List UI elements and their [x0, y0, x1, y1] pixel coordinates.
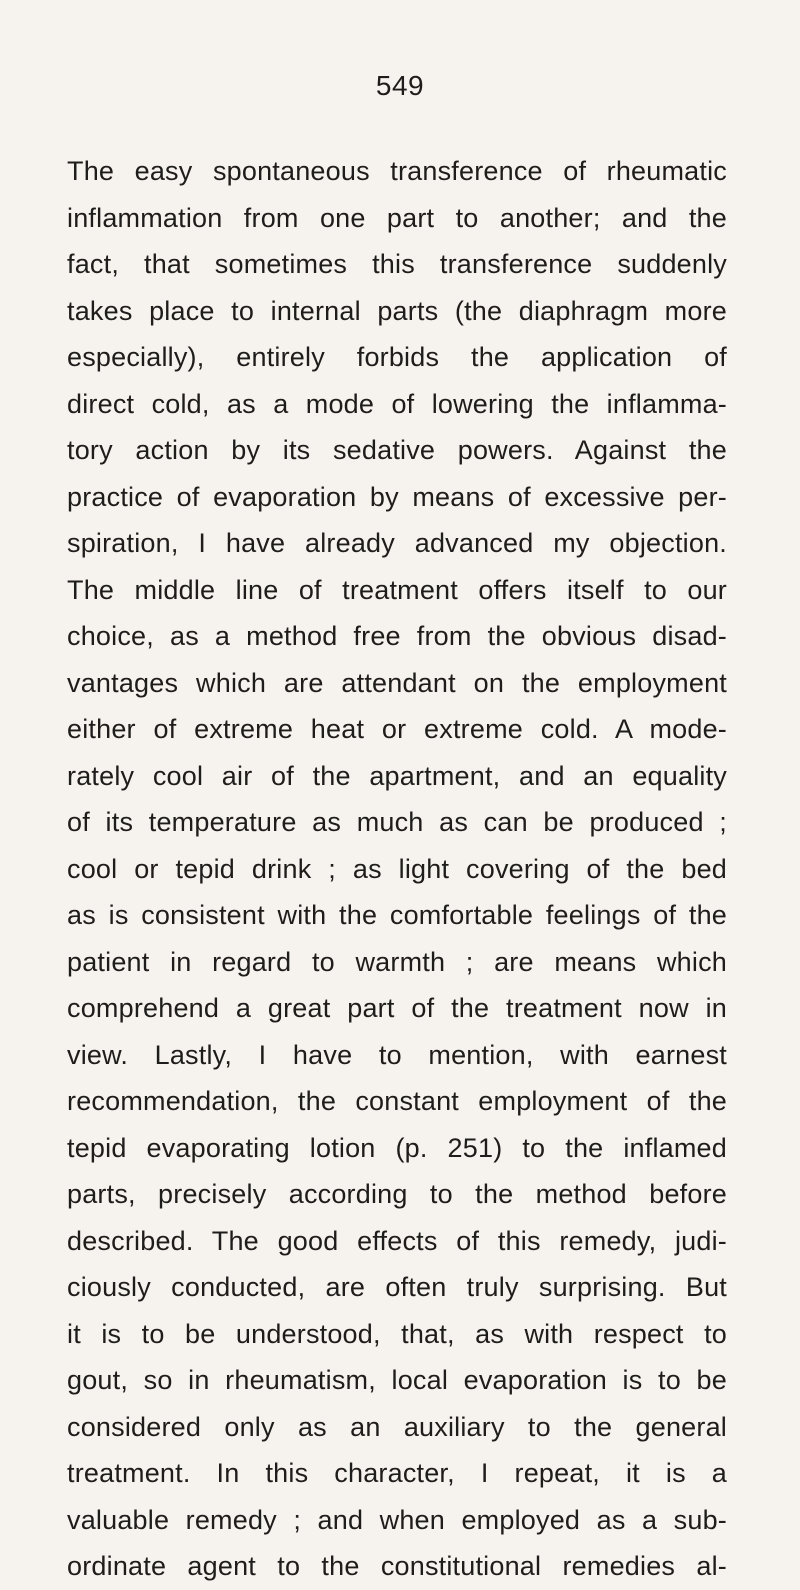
body-text	[67, 148, 727, 1590]
text-line: takes place to internal parts (the diaphragm more	[67, 295, 727, 326]
text-line: ciously conducted, are often truly surprising. But	[67, 1272, 727, 1302]
page-number: 549	[375, 70, 425, 101]
text-line: The middle line of treatment offers itself to our	[67, 574, 727, 605]
text-line: gout, so in rheumatism, local evaporation is to be	[67, 1365, 727, 1395]
text-line: either of extreme heat or extreme cold. A mode-	[67, 714, 727, 744]
text-line: it is to be understood, that, as with respect to	[67, 1318, 727, 1349]
text-line: inflammation from one part to another; and the	[67, 202, 727, 233]
text-line: fact, that sometimes this transference suddenly	[67, 249, 727, 279]
text-line: comprehend a great part of the treatment now in	[67, 993, 727, 1023]
text-line: vantages which are attendant on the employment	[67, 667, 727, 698]
text-line: parts, precisely according to the method before	[67, 1179, 727, 1209]
text-line: cool or tepid drink ; as light covering of the bed	[67, 853, 727, 884]
text-line: The easy spontaneous transference of rheumatic	[67, 156, 727, 186]
text-line: ordinate agent to the constitutional remedies al-	[67, 1551, 727, 1581]
text-line: direct cold, as a mode of lowering the inflamma-	[67, 388, 727, 419]
text-line: especially), entirely forbids the application of	[67, 342, 727, 372]
text-line: recommendation, the constant employment of the	[67, 1086, 727, 1116]
text-line: spiration, I have already advanced my objection.	[67, 528, 727, 558]
text-line: valuable remedy ; and when employed as a sub-	[67, 1504, 727, 1535]
text-line: described. The good effects of this remedy, judi-	[67, 1225, 727, 1256]
text-line: considered only as an auxiliary to the general	[67, 1411, 727, 1442]
text-line: rately cool air of the apartment, and an equality	[67, 760, 727, 791]
text-line: choice, as a method free from the obvious disad-	[67, 621, 727, 651]
text-line: tory action by its sedative powers. Against the	[67, 435, 727, 465]
text-line: practice of evaporation by means of excessive per-	[67, 481, 727, 512]
text-line: of its temperature as much as can be produced ;	[67, 807, 727, 837]
text-line: patient in regard to warmth ; are means which	[67, 946, 727, 977]
text-line: as is consistent with the comfortable feelings of the	[67, 900, 727, 930]
text-line: tepid evaporating lotion (p. 251) to the inflamed	[67, 1132, 727, 1163]
text-line: view. Lastly, I have to mention, with earnest	[67, 1039, 727, 1070]
text-line: treatment. In this character, I repeat, it is a	[67, 1458, 727, 1488]
